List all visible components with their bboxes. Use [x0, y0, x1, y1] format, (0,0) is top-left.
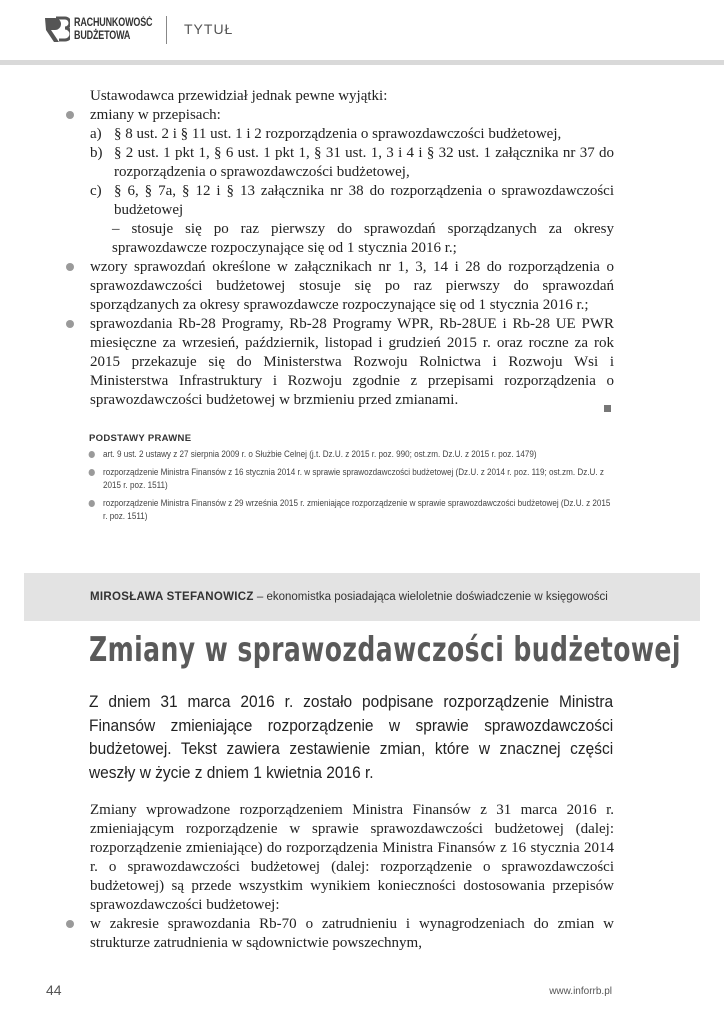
bullet-icon: [89, 451, 95, 458]
article-body: [90, 801, 614, 953]
bullet-icon: [89, 469, 95, 476]
page-number: 44: [46, 982, 62, 998]
intro-block: [90, 87, 614, 410]
sub-item-text: § 2 ust. 1 pkt 1, § 6 ust. 1 pkt 1, § 31 ust. 1, 3 i 4 i § 32 ust. 1 załącznika nr 37 do rozporządzenia o sprawozdawczości budżetowej,: [114, 145, 614, 180]
legal-basis-item: [103, 466, 615, 493]
bullet-icon: [89, 500, 95, 507]
legal-basis-text: art. 9 ust. 2 ustawy z 27 sierpnia 2009 r. o Służbie Celnej (j.t. Dz.U. z 2015 r. poz. 990; ost.zm. Dz.U. z 2015 r. poz. 1479): [103, 449, 537, 459]
article-title: Zmiany w sprawozdawczości budżetowej: [89, 630, 681, 670]
page-header: [0, 0, 724, 62]
list-item-text: w zakresie sprawozdania Rb-70 o zatrudnieniu i wynagrodzeniach do zmian w strukturze zatrudnienia w sądownictwie powszechnym,: [90, 916, 614, 951]
header-bar: [0, 60, 724, 65]
legal-basis-item: [103, 448, 615, 462]
legal-basis-heading: PODSTAWY PRAWNE: [89, 433, 192, 444]
list-item: [90, 258, 614, 315]
legal-basis-item: [103, 497, 615, 524]
legal-basis-text: rozporządzenie Ministra Finansów z 29 września 2015 r. zmieniające rozporządzenie w sprawie sprawozdawczości budżetowej (Dz.U. z 2015 r. poz. 1511): [103, 497, 611, 521]
author-band: [24, 573, 700, 621]
bullet-icon: [66, 920, 74, 928]
article-paragraph: Zmiany wprowadzone rozporządzeniem Ministra Finansów z 31 marca 2016 r. zmieniającym rozporządzenie w sprawie sprawozdawczości budżetowej (dalej: rozporządzenie zmieniające) do rozporządzenia Ministra Finansów z 16 stycznia 2014 r. o sprawozdawczości budżetowej (dalej: rozporządzenie o sprawozdawczości budżetowej) są przede wszystkim wynikiem konieczności dostosowania przepisów sprawozdawczości budżetowej:: [90, 802, 614, 913]
sub-item-c: [90, 182, 614, 220]
logo: [42, 14, 174, 46]
bullet-icon: [66, 263, 74, 271]
list-item-text: zmiany w przepisach:: [90, 107, 221, 123]
author-description: – ekonomistka posiadająca wieloletnie doświadczenie w księgowości: [253, 591, 608, 603]
section-title: TYTUŁ: [184, 21, 234, 37]
author-line: [90, 591, 608, 603]
list-item-text: wzory sprawozdań określone w załącznikach nr 1, 3, 14 i 28 do rozporządzenia o sprawozdawczości budżetowej stosuje się po raz pierwszy do sprawozdań sporządzanych za okresy sprawozdawcze rozpoczynające się od 1 stycznia 2016 r.;: [90, 259, 614, 313]
intro-lead: Ustawodawca przewidział jednak pewne wyjątki:: [90, 88, 388, 104]
list-item: [90, 915, 614, 953]
list-item-text: sprawozdania Rb-28 Programy, Rb-28 Programy WPR, Rb-28UE i Rb-28 UE PWR miesięczne za wrzesień, październik, listopad i grudzień 2015 r. oraz roczne za rok 2015 przekazuje się do Ministerstwa Rozwoju Rolnictwa i Rozwoju Wsi i Ministerstwa Infrastruktury i Rozwoju zgodnie z przepisami rozporządzenia o sprawozdawczości budżetowej w brzmieniu przed zmianami.: [90, 316, 614, 408]
legal-basis-list: [103, 448, 615, 528]
sub-item-text: § 6, § 7a, § 12 i § 13 załącznika nr 38 do rozporządzenia o sprawozdawczości budżetowej: [114, 183, 614, 218]
sub-item-marker: b): [90, 145, 103, 161]
logo-line-2: BUDŻETOWA: [74, 30, 131, 42]
author-name: MIROSŁAWA STEFANOWICZ: [90, 591, 254, 603]
article-lead: Z dniem 31 marca 2016 r. zostało podpisane rozporządzenie Ministra Finansów zmieniające rozporządzenie w sprawie sprawozdawczości budżetowej. Tekst zawiera zestawienie zmian, które w znacznej części weszły w życie z dniem 1 kwietnia 2016 r.: [89, 692, 614, 782]
footer-url: www.inforrb.pl: [549, 986, 612, 997]
logo-line-1: RACHUNKOWOŚĆ: [74, 17, 153, 29]
dash-clause: – stosuje się po raz pierwszy do sprawozdań sporządzanych za okresy sprawozdawcze rozpoczynające się od 1 stycznia 2016 r.;: [112, 221, 614, 256]
bullet-icon: [66, 320, 74, 328]
sub-item-a: [90, 125, 614, 144]
end-of-section-icon: [604, 405, 611, 412]
sub-item-marker: a): [90, 126, 102, 142]
sub-item-b: [90, 144, 614, 182]
header-divider: [166, 16, 167, 44]
logo-mark-icon: [42, 14, 70, 46]
sub-item-text: § 8 ust. 2 i § 11 ust. 1 i 2 rozporządzenia o sprawozdawczości budżetowej,: [114, 126, 562, 142]
logo-text: [74, 17, 152, 43]
list-item: [90, 106, 614, 125]
bullet-icon: [66, 111, 74, 119]
legal-basis-text: rozporządzenie Ministra Finansów z 16 stycznia 2014 r. w sprawie sprawozdawczości budżetowej (Dz.U. z 2014 r. poz. 119; ost.zm. Dz.U. z 2015 r. poz. 1511): [103, 466, 604, 490]
sub-item-marker: c): [90, 183, 102, 199]
list-item: [90, 315, 614, 410]
